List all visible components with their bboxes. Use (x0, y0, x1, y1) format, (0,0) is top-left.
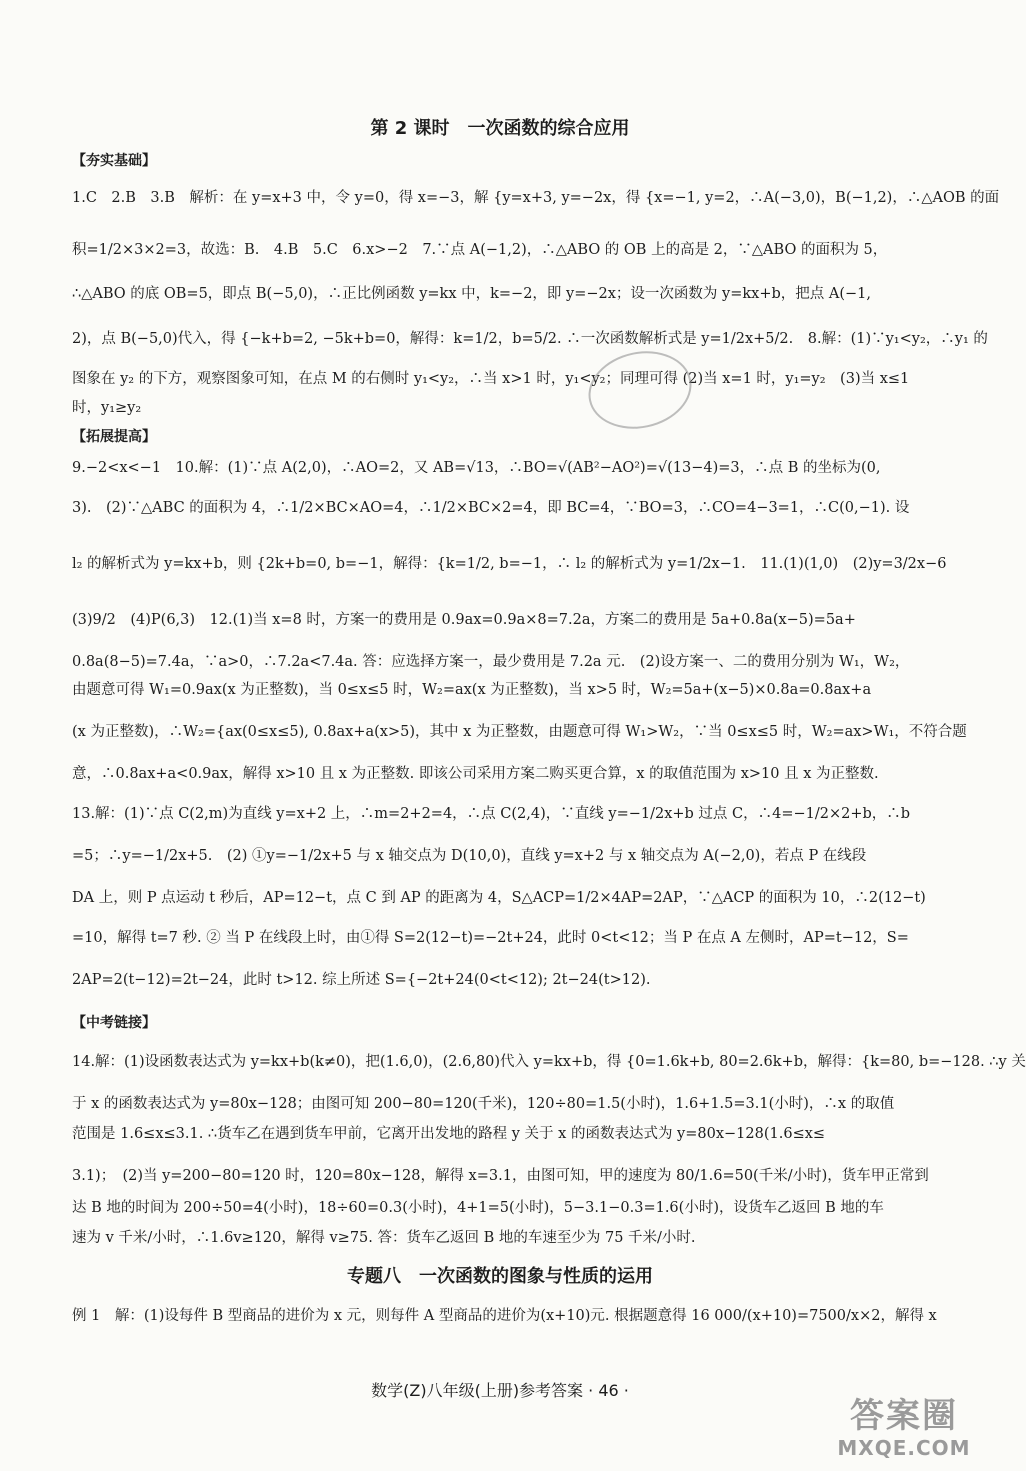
text-line: l₂ 的解析式为 y=kx+b，则 {2k+b=0, b=−1，解得：{k=1/2, b=−1，∴ l₂ 的解析式为 y=1/2x−1. 11.(1)(1,0) (2)y=3/2x−6 (72, 556, 947, 572)
text-line: 范围是 1.6≤x≤3.1. ∴货车乙在遇到货车甲前，它离开出发地的路程 y 关于 x 的函数表达式为 y=80x−128(1.6≤x≤ (72, 1126, 826, 1142)
topic-title: 专题八 一次函数的图象与性质的运用 (347, 1266, 653, 1287)
watermark-sub: MXQE.COM (837, 1436, 971, 1460)
text-line: (3)9/2 (4)P(6,3) 12.(1)当 x=8 时，方案一的费用是 0.9ax=0.9a×8=7.2a，方案二的费用是 5a+0.8a(x−5)=5a+ (72, 612, 856, 628)
text-line: (x 为正整数)，∴W₂={ax(0≤x≤5), 0.8ax+a(x>5)，其中 x 为正整数，由题意可得 W₁>W₂，∵当 0≤x≤5 时，W₂=ax>W₁，不符合题 (72, 724, 967, 740)
section-extend: 【拓展提高】 (72, 429, 156, 445)
text-line: 由题意可得 W₁=0.9ax(x 为正整数)，当 0≤x≤5 时，W₂=ax(x 为正整数)，当 x>5 时，W₂=5a+(x−5)×0.8a=0.8ax+a (72, 682, 872, 698)
watermark-logo (818, 1396, 990, 1462)
text-line: 3.1)； (2)当 y=200−80=120 时，120=80x−128，解得 x=3.1，由图可知，甲的速度为 80/1.6=50(千米/小时)，货车甲正常到 (72, 1168, 929, 1184)
text-line: 9.−2<x<−1 10.解：(1)∵点 A(2,0)，∴AO=2，又 AB=√13，∴BO=√(AB²−AO²)=√(13−4)=3，∴点 B 的坐标为(0, (72, 460, 881, 476)
text-line: 时，y₁≥y₂ (72, 400, 142, 416)
lesson-title: 第 2 课时 一次函数的综合应用 (370, 118, 630, 139)
text-line: ∴△ABO 的底 OB=5，即点 B(−5,0)，∴正比例函数 y=kx 中，k=−2，即 y=−2x；设一次函数为 y=kx+b，把点 A(−1, (72, 286, 871, 302)
watermark-main: 答案圈 (850, 1396, 958, 1436)
text-line: 3). (2)∵△ABC 的面积为 4，∴1/2×BC×AO=4，∴1/2×BC×2=4，即 BC=4，∵BO=3，∴CO=4−3=1，∴C(0,−1). 设 (72, 500, 910, 516)
text-line: 14.解：(1)设函数表达式为 y=kx+b(k≠0)，把(1.6,0)，(2.6,80)代入 y=kx+b，得 {0=1.6k+b, 80=2.6k+b，解得：{k=80, b=−128. ∴y 关 (72, 1054, 1026, 1070)
text-line: 于 x 的函数表达式为 y=80x−128；由图可知 200−80=120(千米)，120÷80=1.5(小时)，1.6+1.5=3.1(小时)，∴x 的取值 (72, 1096, 895, 1112)
text-line: 达 B 地的时间为 200÷50=4(小时)，18÷60=0.3(小时)，4+1=5(小时)，5−3.1−0.3=1.6(小时)，设货车乙返回 B 地的车 (72, 1200, 884, 1216)
text-line: 13.解：(1)∵点 C(2,m)为直线 y=x+2 上，∴m=2+2=4，∴点 C(2,4)，∵直线 y=−1/2x+b 过点 C，∴4=−1/2×2+b，∴b (72, 806, 911, 822)
ink-stamp (581, 342, 699, 438)
text-line: DA 上，则 P 点运动 t 秒后，AP=12−t，点 C 到 AP 的距离为 4，S△ACP=1/2×4AP=2AP，∵△ACP 的面积为 10，∴2(12−t) (72, 890, 926, 906)
section-basic: 【夯实基础】 (72, 153, 156, 169)
text-line: 2AP=2(t−12)=2t−24，此时 t>12. 综上所述 S={−2t+24(0<t<12); 2t−24(t>12). (72, 972, 651, 988)
page-footer: 数学(Z)八年级(上册)参考答案 · 46 · (371, 1381, 629, 1400)
text-line: 积=1/2×3×2=3，故选：B. 4.B 5.C 6.x>−2 7.∵点 A(−1,2)，∴△ABO 的 OB 上的高是 2，∵△ABO 的面积为 5， (72, 242, 888, 258)
text-line: 速为 v 千米/小时，∴1.6v≥120，解得 v≥75. 答：货车乙返回 B 地的车速至少为 75 千米/小时. (72, 1230, 696, 1246)
section-exam: 【中考链接】 (72, 1015, 156, 1031)
text-line: 图象在 y₂ 的下方，观察图象可知，在点 M 的右侧时 y₁<y₂，∴当 x>1 时，y₁<y₂；同理可得 (2)当 x=1 时，y₁=y₂ (3)当 x≤1 (72, 371, 910, 387)
text-line: 2)，点 B(−5,0)代入，得 {−k+b=2, −5k+b=0，解得：k=1/2，b=5/2. ∴一次函数解析式是 y=1/2x+5/2. 8.解：(1)∵y₁<y₂，∴y₁ 的 (72, 331, 988, 347)
example-line: 例 1 解：(1)设每件 B 型商品的进价为 x 元，则每件 A 型商品的进价为(x+10)元. 根据题意得 16 000/(x+10)=7500/x×2，解得 x (72, 1308, 937, 1324)
text-line: 意，∴0.8ax+a<0.9ax，解得 x>10 且 x 为正整数. 即该公司采用方案二购买更合算，x 的取值范围为 x>10 且 x 为正整数. (72, 766, 879, 782)
text-line: 0.8a(8−5)=7.4a，∵a>0，∴7.2a<7.4a. 答：应选择方案一，最少费用是 7.2a 元. (2)设方案一、二的费用分别为 W₁，W₂， (72, 654, 910, 670)
text-line: =10，解得 t=7 秒. ② 当 P 在线段上时，由①得 S=2(12−t)=−2t+24，此时 0<t<12；当 P 在点 A 左侧时，AP=t−12，S= (72, 930, 909, 946)
text-line: =5；∴y=−1/2x+5. (2) ①y=−1/2x+5 与 x 轴交点为 D(10,0)，直线 y=x+2 与 x 轴交点为 A(−2,0)，若点 P 在线段 (72, 848, 867, 864)
text-line: 1.C 2.B 3.B 解析：在 y=x+3 中，令 y=0，得 x=−3，解 {y=x+3, y=−2x，得 {x=−1, y=2，∴A(−3,0)，B(−1,2)，∴△AOB 的面 (72, 190, 1000, 206)
